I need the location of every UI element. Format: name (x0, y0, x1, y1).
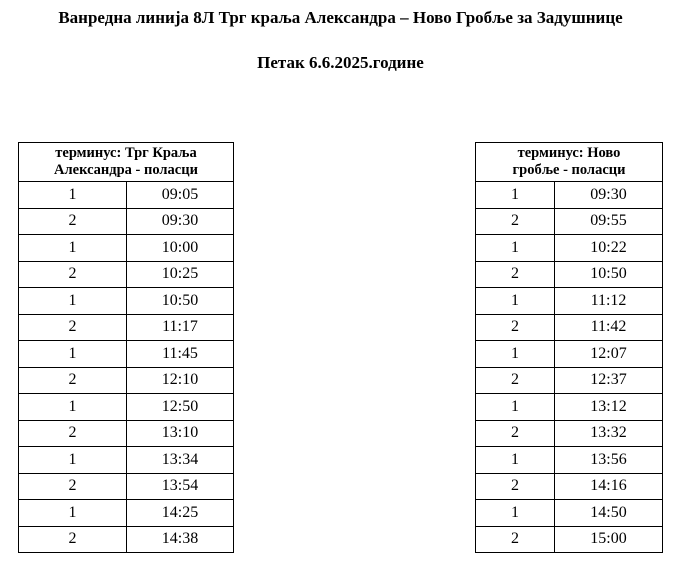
vehicle-number-cell: 1 (476, 447, 555, 474)
departure-time-cell: 10:25 (127, 261, 234, 288)
table-row (19, 500, 234, 527)
departure-time-cell: 14:25 (127, 500, 234, 527)
departure-time-cell: 11:45 (127, 341, 234, 368)
table-row (476, 208, 663, 235)
vehicle-number-cell: 1 (476, 182, 555, 209)
vehicle-number-cell: 1 (19, 394, 127, 421)
table-row (476, 394, 663, 421)
document-subtitle: Петак 6.6.2025.године (257, 53, 424, 72)
table-header (19, 143, 234, 182)
table-row (19, 261, 234, 288)
vehicle-number-cell: 1 (476, 288, 555, 315)
header-line-2: Александра - поласци (54, 162, 198, 178)
vehicle-number-cell: 1 (476, 394, 555, 421)
departure-time-cell: 12:07 (555, 341, 663, 368)
vehicle-number-cell: 2 (476, 208, 555, 235)
departure-time-cell: 10:50 (127, 288, 234, 315)
vehicle-number-cell: 2 (19, 261, 127, 288)
table-row (19, 473, 234, 500)
vehicle-number-cell: 1 (19, 288, 127, 315)
vehicle-number-cell: 1 (19, 341, 127, 368)
vehicle-number-cell: 2 (19, 526, 127, 553)
table-row (476, 235, 663, 262)
table-header-row (476, 143, 663, 182)
vehicle-number-cell: 2 (19, 208, 127, 235)
departure-time-cell: 14:50 (555, 500, 663, 527)
vehicle-number-cell: 2 (19, 367, 127, 394)
departure-time-cell: 10:22 (555, 235, 663, 262)
vehicle-number-cell: 1 (476, 341, 555, 368)
table-header-row (19, 143, 234, 182)
table-row (19, 367, 234, 394)
departure-time-cell: 11:12 (555, 288, 663, 315)
table-row (19, 314, 234, 341)
vehicle-number-cell: 1 (476, 500, 555, 527)
table-row (19, 394, 234, 421)
departure-time-cell: 13:10 (127, 420, 234, 447)
table-row (476, 288, 663, 315)
table-row (476, 447, 663, 474)
departure-time-cell: 13:56 (555, 447, 663, 474)
table-row (19, 208, 234, 235)
table-row (476, 341, 663, 368)
departure-time-cell: 09:55 (555, 208, 663, 235)
schedule-table-trg-kralja-aleksandra (18, 142, 234, 553)
table-header (476, 143, 663, 182)
vehicle-number-cell: 1 (19, 235, 127, 262)
departure-time-cell: 13:54 (127, 473, 234, 500)
departure-time-cell: 10:50 (555, 261, 663, 288)
vehicle-number-cell: 2 (19, 473, 127, 500)
vehicle-number-cell: 2 (19, 314, 127, 341)
departure-time-cell: 12:50 (127, 394, 234, 421)
departure-time-cell: 14:38 (127, 526, 234, 553)
departure-time-cell: 09:30 (127, 208, 234, 235)
table-row (476, 314, 663, 341)
departure-time-cell: 12:10 (127, 367, 234, 394)
table-row (476, 473, 663, 500)
departure-time-cell: 09:30 (555, 182, 663, 209)
header-line-1: терминус: Ново (517, 145, 621, 161)
table-row (19, 420, 234, 447)
departure-time-cell: 09:05 (127, 182, 234, 209)
vehicle-number-cell: 2 (19, 420, 127, 447)
table-row (19, 447, 234, 474)
table-row (19, 235, 234, 262)
vehicle-number-cell: 1 (19, 500, 127, 527)
table-row (19, 182, 234, 209)
departure-time-cell: 10:00 (127, 235, 234, 262)
vehicle-number-cell: 1 (19, 182, 127, 209)
table-row (19, 526, 234, 553)
vehicle-number-cell: 2 (476, 420, 555, 447)
departure-time-cell: 11:42 (555, 314, 663, 341)
vehicle-number-cell: 2 (476, 261, 555, 288)
departure-time-cell: 13:32 (555, 420, 663, 447)
table-row (19, 288, 234, 315)
departure-time-cell: 12:37 (555, 367, 663, 394)
departure-time-cell: 14:16 (555, 473, 663, 500)
departure-time-cell: 13:34 (127, 447, 234, 474)
header-line-2: гробље - поласци (512, 162, 626, 178)
vehicle-number-cell: 2 (476, 314, 555, 341)
table-row (19, 341, 234, 368)
table-row (476, 367, 663, 394)
table-row (476, 182, 663, 209)
header-line-1: терминус: Трг Краља (55, 145, 197, 161)
vehicle-number-cell: 2 (476, 367, 555, 394)
vehicle-number-cell: 2 (476, 526, 555, 553)
table-row (476, 420, 663, 447)
schedule-table-novo-groblje (475, 142, 663, 553)
table-row (476, 261, 663, 288)
departure-time-cell: 11:17 (127, 314, 234, 341)
document-title: Ванредна линија 8Л Трг краља Александра – Ново Гробље за Задушнице (58, 8, 623, 27)
table-row (476, 500, 663, 527)
departure-time-cell: 15:00 (555, 526, 663, 553)
departure-time-cell: 13:12 (555, 394, 663, 421)
table-row (476, 526, 663, 553)
vehicle-number-cell: 2 (476, 473, 555, 500)
vehicle-number-cell: 1 (476, 235, 555, 262)
vehicle-number-cell: 1 (19, 447, 127, 474)
